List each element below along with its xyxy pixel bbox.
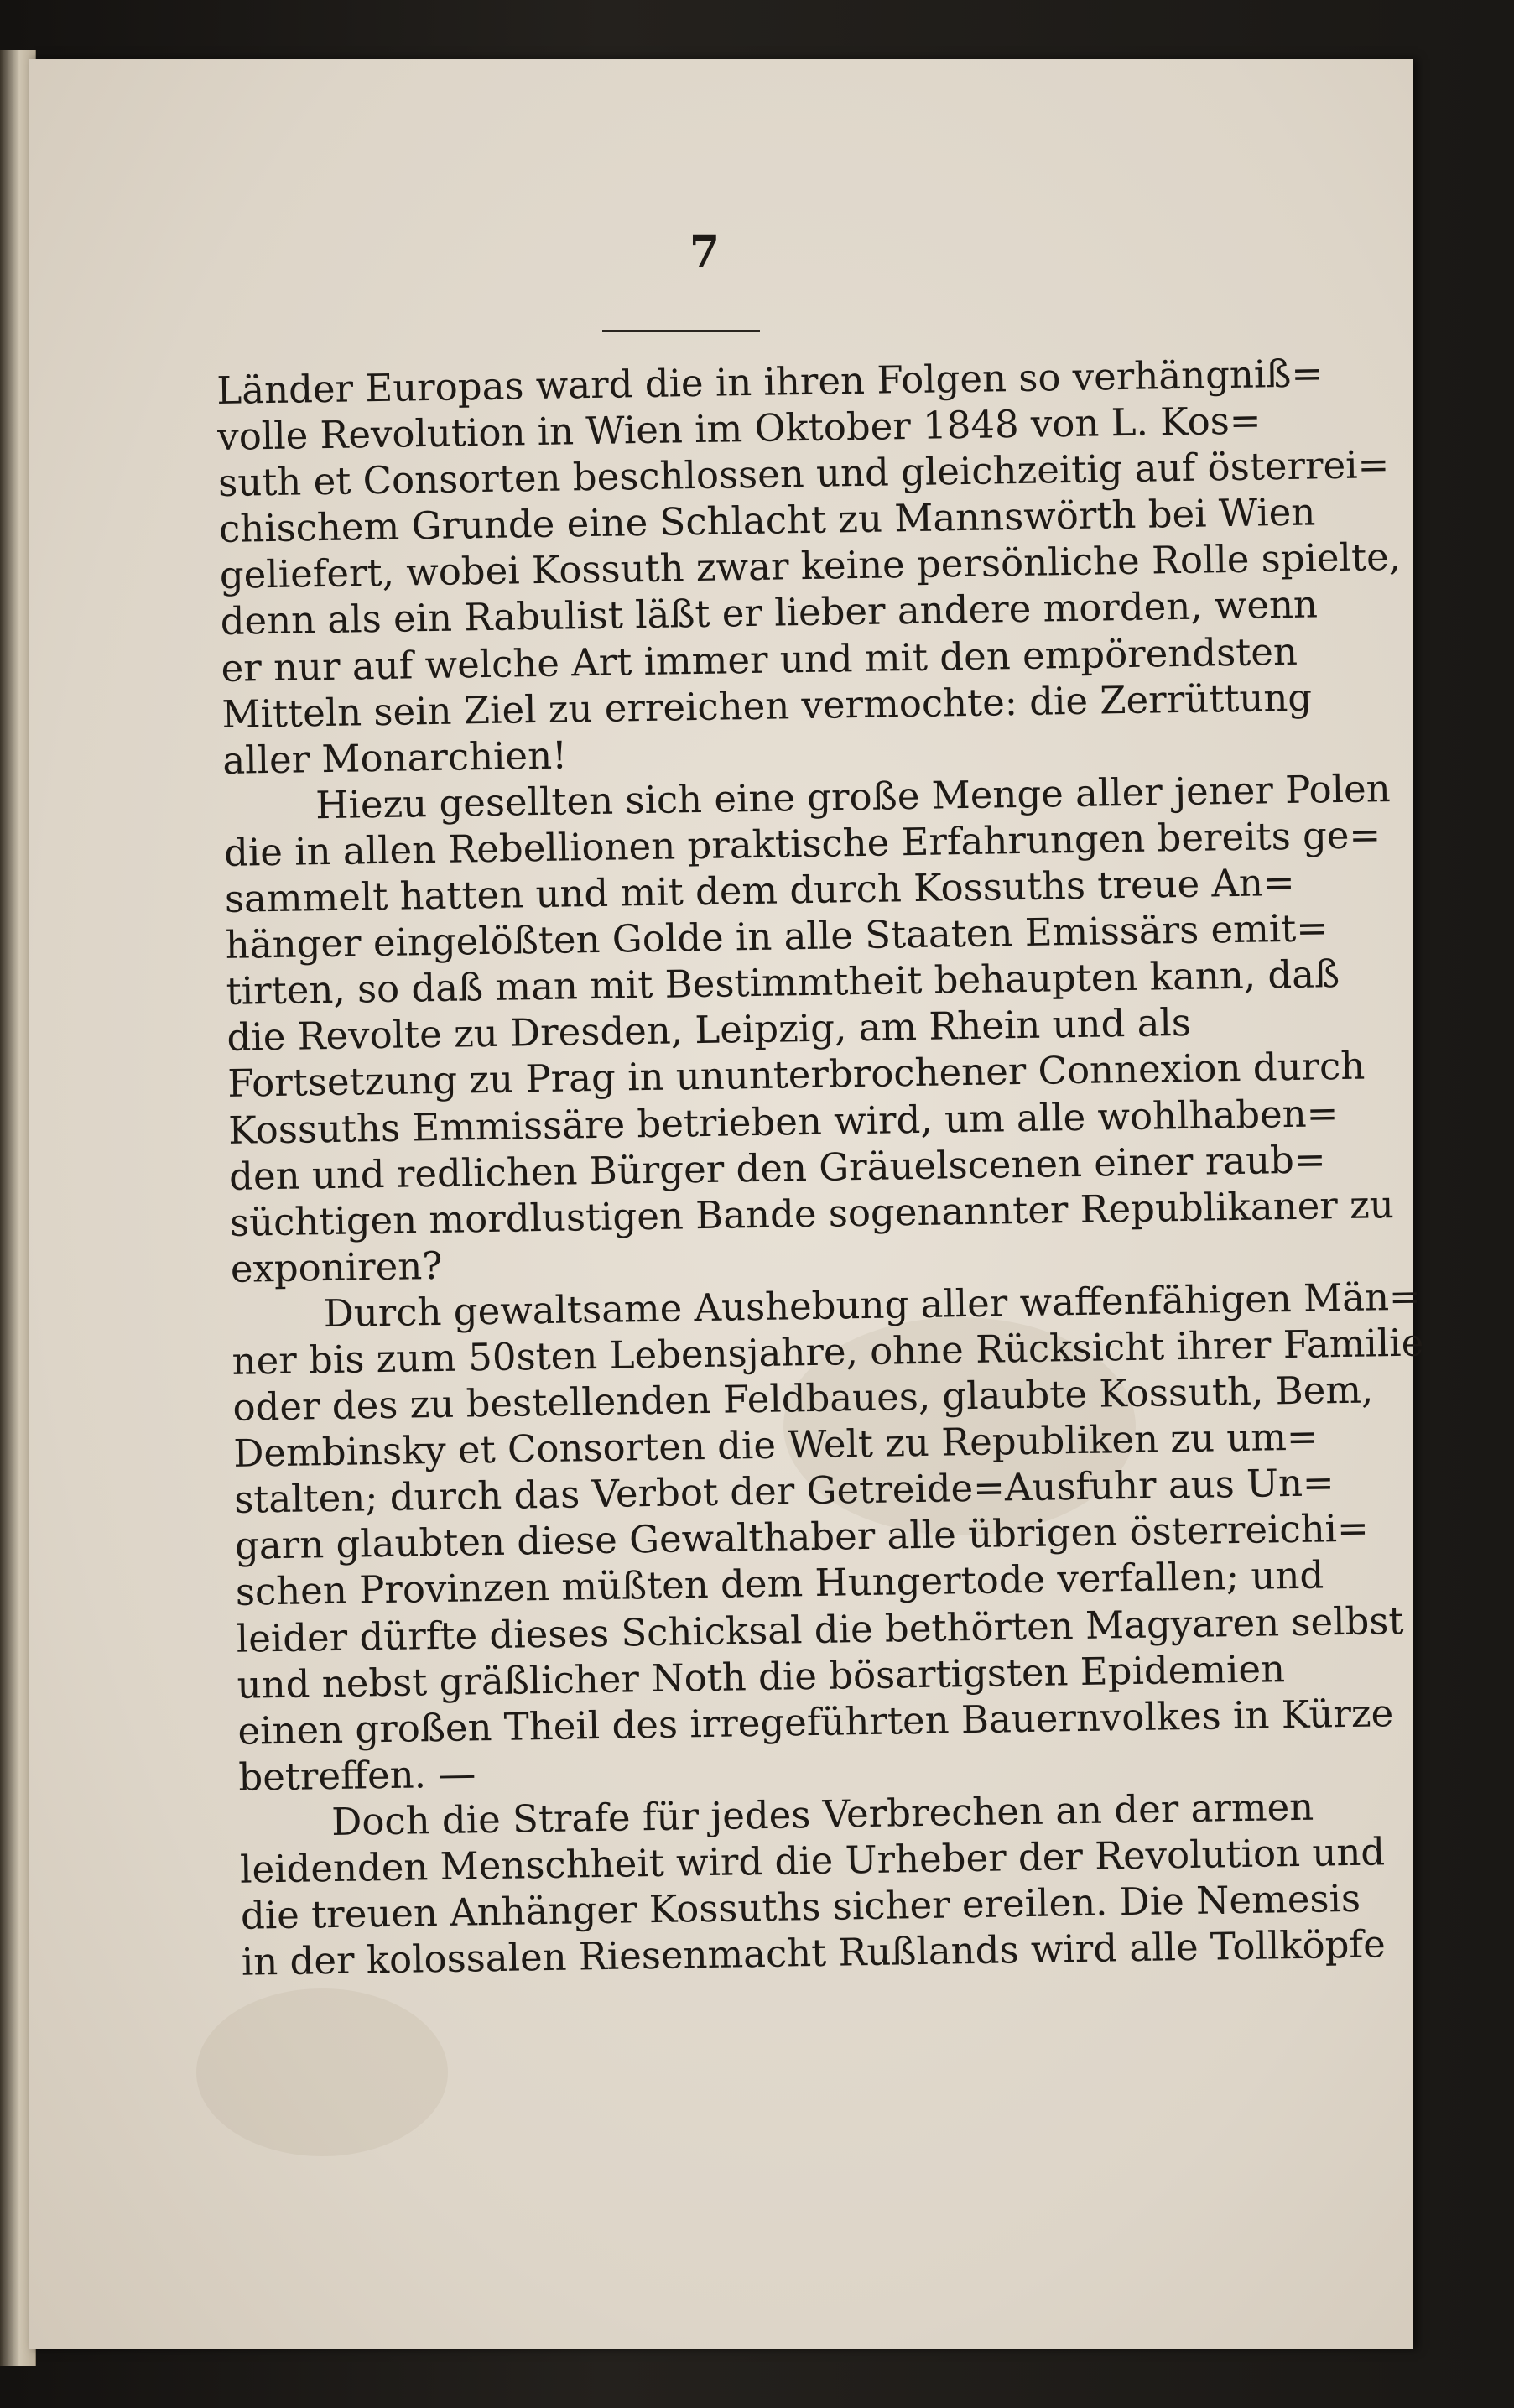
text-line: suth et Consorten beschlossen und gleichzeitig auf österrei= xyxy=(217,442,1390,506)
text-line: Länder Europas ward die in ihren Folgen so verhängniß= xyxy=(216,351,1324,413)
text-line: volle Revolution in Wien im Oktober 1848 von L. Kos= xyxy=(216,398,1262,460)
text-line: hänger eingelößten Golde in alle Staaten Emissärs emit= xyxy=(225,905,1329,968)
text-line: chischem Grunde eine Schlacht zu Mannswörth bei Wien xyxy=(218,489,1316,552)
text-line: stalten; durch das Verbot der Getreide=Ausfuhr aus Un= xyxy=(233,1460,1335,1523)
text-line: betreffen. — xyxy=(237,1751,476,1800)
text-line: die treuen Anhänger Kossuths sicher ereilen. Die Nemesis xyxy=(240,1875,1361,1938)
text-line: exponiren? xyxy=(230,1243,443,1291)
text-line: Mitteln sein Ziel zu erreichen vermochte: die Zerrüttung xyxy=(221,675,1313,737)
text-line: einen großen Theil des irregeführten Bauernvolkes in Kürze xyxy=(237,1690,1394,1754)
page-number-rule xyxy=(602,330,760,332)
text-line: er nur auf welche Art immer und mit den empörendsten xyxy=(221,628,1298,691)
text-line: die in allen Rebellionen praktische Erfahrungen bereits ge= xyxy=(223,812,1381,875)
page-number: 7 xyxy=(689,227,721,278)
text-line: garn glaubten diese Gewalthaber alle übrigen österreichi= xyxy=(234,1505,1370,1569)
text-line: Durch gewaltsame Aushebung aller waffenfähigen Män= xyxy=(323,1274,1422,1337)
text-line: Doch die Strafe für jedes Verbrechen an der armen xyxy=(330,1784,1314,1844)
text-line: Kossuths Emmissäre betrieben wird, um alle wohlhaben= xyxy=(227,1090,1339,1153)
text-line: schen Provinzen müßten dem Hungertode verfallen; und xyxy=(235,1552,1324,1615)
paper-stain xyxy=(196,1988,448,2156)
text-line: ner bis zum 50sten Lebensjahre, ohne Rücksicht ihrer Familie xyxy=(232,1320,1424,1384)
text-line: denn als ein Rabulist läßt er lieber andere morden, wenn xyxy=(220,581,1319,644)
text-line: sammelt hatten und mit dem durch Kossuths treue An= xyxy=(224,859,1295,921)
text-line: aller Monarchien! xyxy=(221,732,568,783)
text-line: die Revolte zu Dresden, Leipzig, am Rhein und als xyxy=(226,1000,1192,1061)
text-line: geliefert, wobei Kossuth zwar keine persönliche Rolle spielte, xyxy=(219,534,1402,598)
text-line: Fortsetzung zu Prag in ununterbrochener Connexion durch xyxy=(226,1044,1366,1107)
body-text xyxy=(216,351,1424,1985)
text-line: und nebst gräßlicher Noth die bösartigsten Epidemien xyxy=(237,1645,1286,1707)
text-line: in der kolossalen Riesenmacht Rußlands wird alle Tollköpfe xyxy=(241,1921,1387,1984)
text-line: oder des zu bestellenden Feldbaues, glaubte Kossuth, Bem, xyxy=(232,1367,1374,1430)
text-line: Hiezu gesellten sich eine große Menge aller jener Polen xyxy=(315,765,1392,828)
text-line: süchtigen mordlustigen Bande sogenannter Republikaner zu xyxy=(229,1181,1395,1245)
text-line: Dembinsky et Consorten die Welt zu Republiken zu um= xyxy=(232,1414,1319,1476)
text-line: leidenden Menschheit wird die Urheber der Revolution und xyxy=(239,1829,1386,1892)
text-line: leider dürfte dieses Schicksal die bethörten Magyaren selbst xyxy=(236,1598,1404,1661)
text-line: tirten, so daß man mit Bestimmtheit behaupten kann, daß xyxy=(226,951,1340,1014)
text-line: den und redlichen Bürger den Gräuelscenen einer raub= xyxy=(228,1136,1326,1199)
